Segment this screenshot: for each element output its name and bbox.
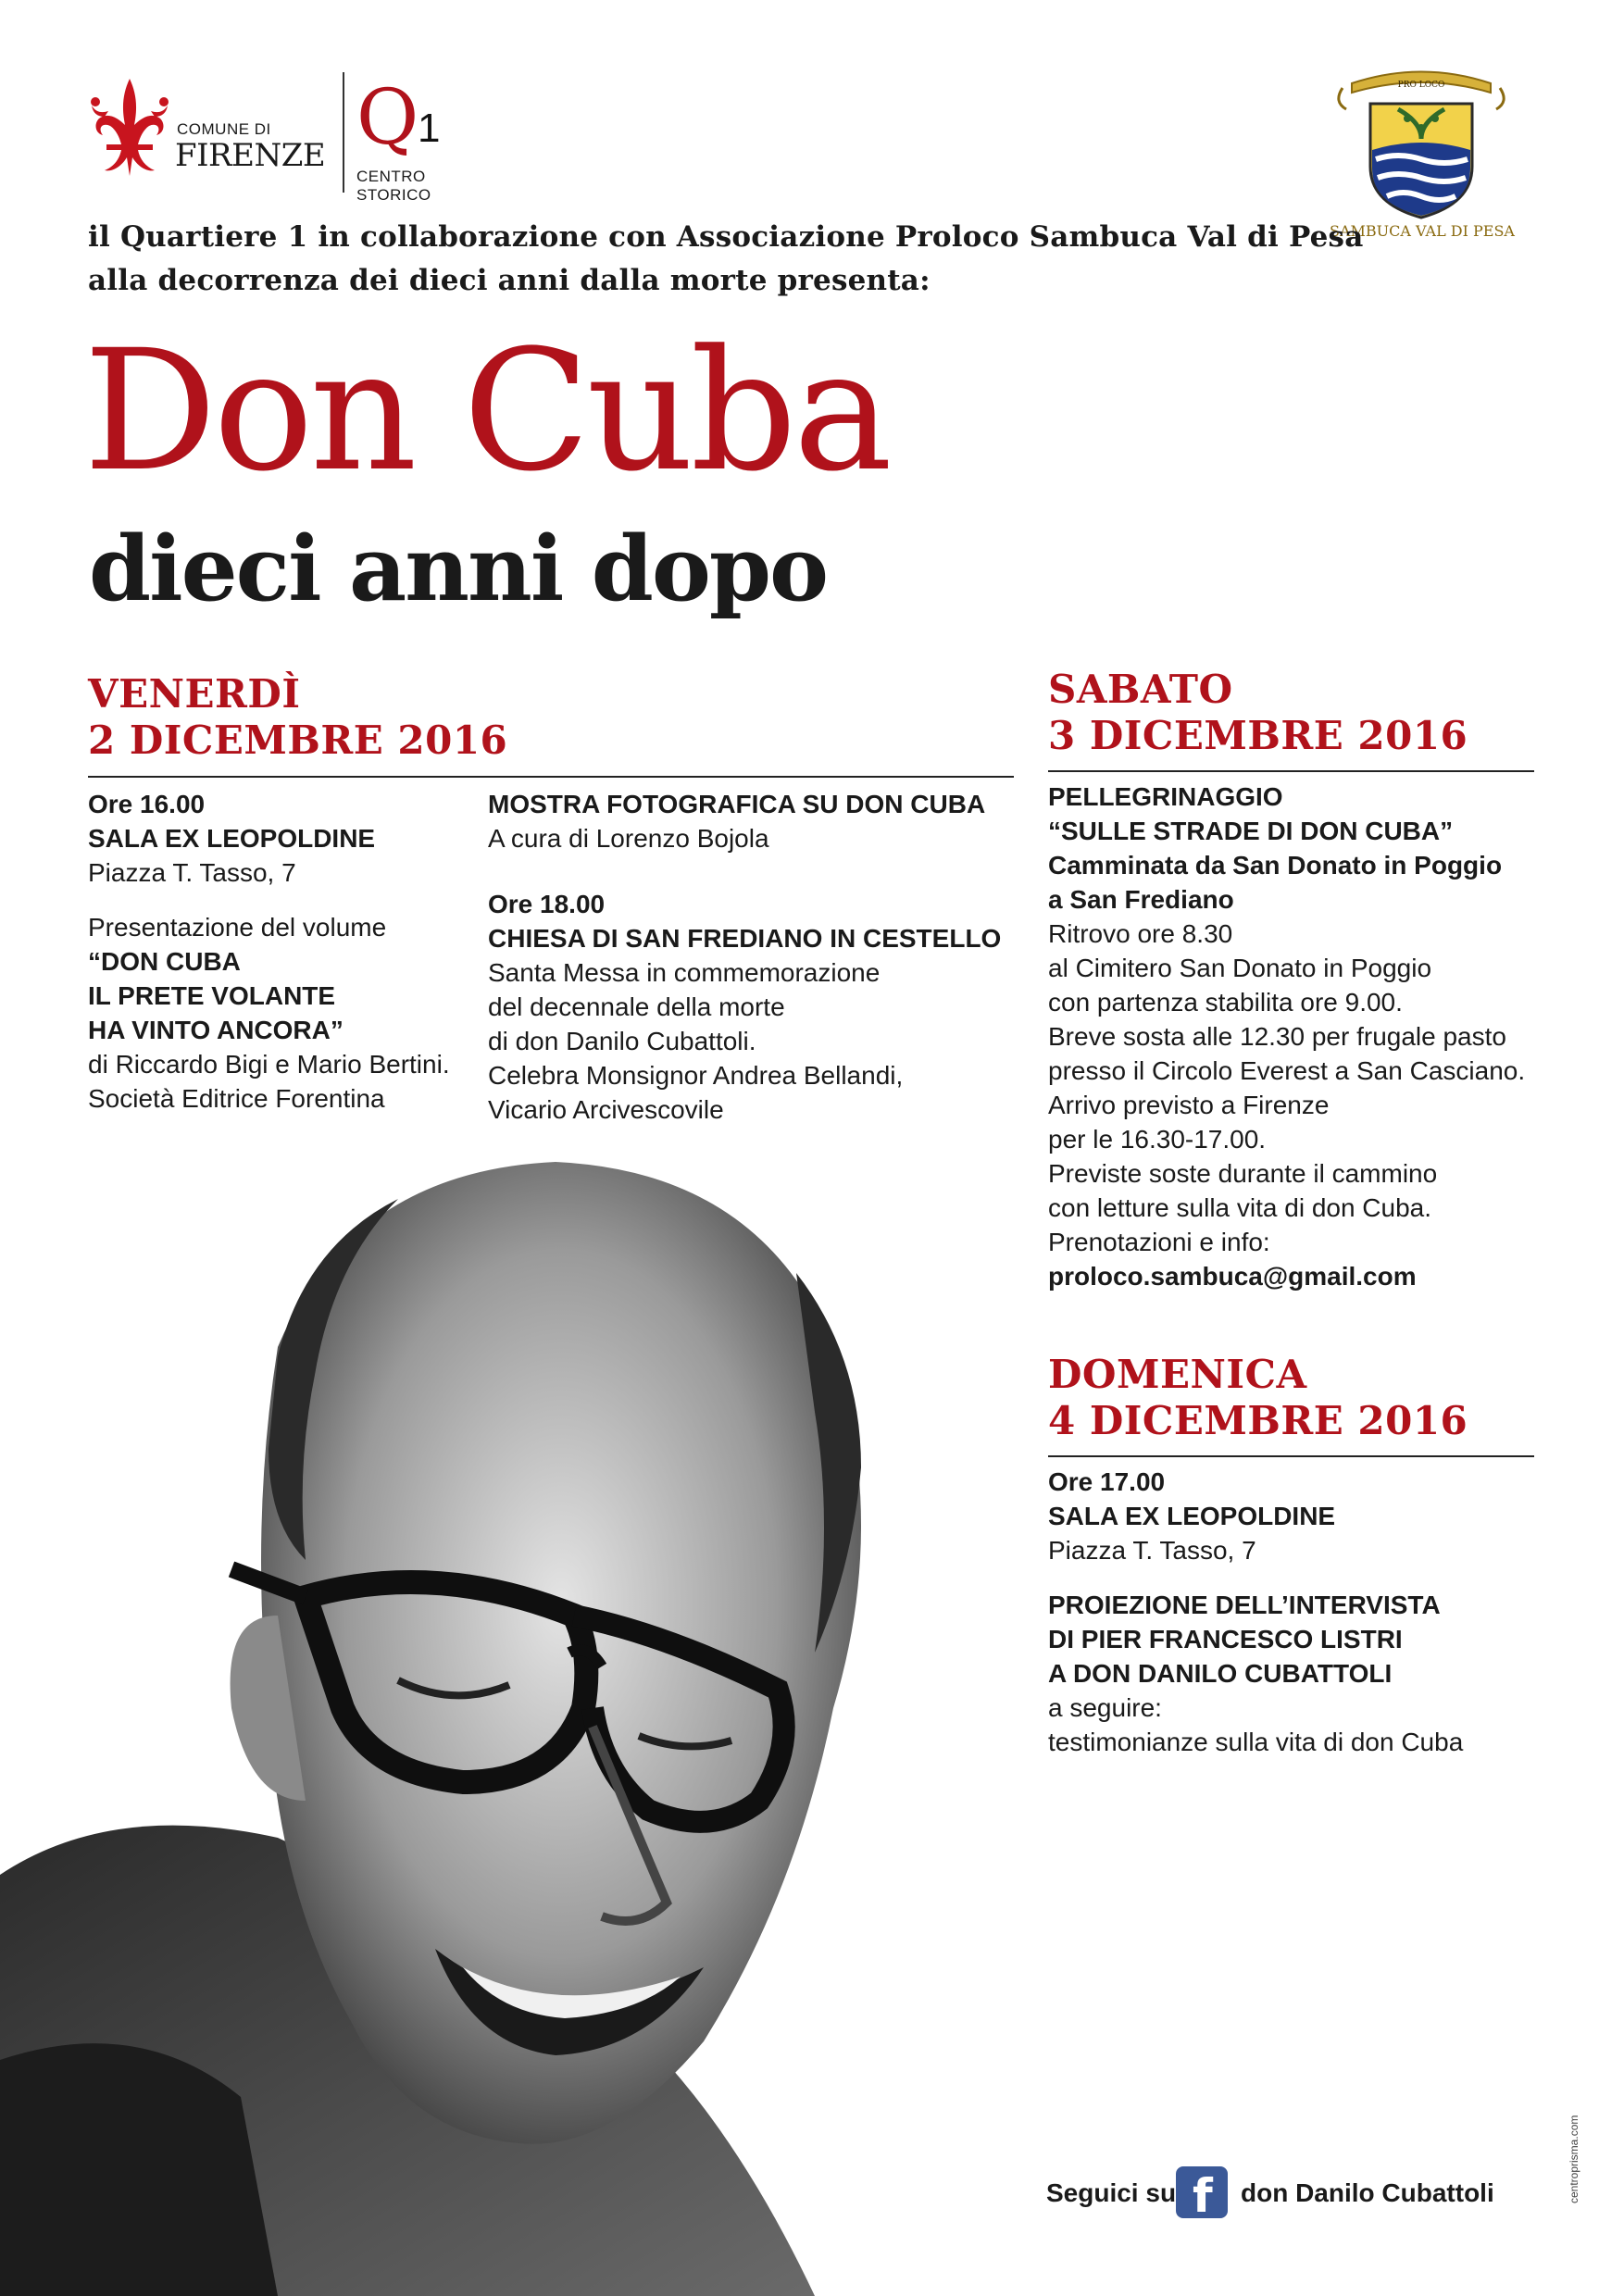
sunday-divider bbox=[1048, 1455, 1534, 1457]
quartiere-1-logo bbox=[356, 74, 505, 204]
detail-line: presso il Circolo Everest a San Casciano. bbox=[1048, 1056, 1526, 1085]
contact-email[interactable]: proloco.sambuca@gmail.com bbox=[1048, 1262, 1417, 1291]
event-description: di don Danilo Cubattoli. bbox=[488, 1027, 756, 1055]
saturday-event bbox=[1048, 780, 1525, 1293]
friday-divider bbox=[88, 776, 1014, 778]
event-description: Santa Messa in commemorazione bbox=[488, 958, 881, 987]
exhibit-curator: A cura di Lorenzo Bojola bbox=[488, 824, 769, 853]
book-title-line-1: “DON CUBA bbox=[88, 947, 241, 976]
sunday-day: DOMENICA bbox=[1048, 1352, 1307, 1397]
q1-subtitle: CENTRO STORICO bbox=[356, 168, 431, 204]
detail-line: per le 16.30-17.00. bbox=[1048, 1125, 1267, 1154]
event-title-line-1: PROIEZIONE DELL’INTERVISTA bbox=[1048, 1591, 1441, 1619]
logo-divider bbox=[343, 72, 344, 193]
follow-label: Seguici su bbox=[1046, 2178, 1177, 2207]
sunday-date: 4 DICEMBRE 2016 bbox=[1048, 1398, 1468, 1443]
route-line-2: a San Frediano bbox=[1048, 885, 1234, 914]
event-description: del decennale della morte bbox=[488, 992, 785, 1021]
crest-banner-text: PRO LOCO bbox=[1397, 81, 1445, 90]
q1-number: 1 bbox=[418, 106, 441, 151]
giglio-icon bbox=[88, 74, 171, 185]
event-title-line-2: DI PIER FRANCESCO LISTRI bbox=[1048, 1625, 1403, 1653]
page-subtitle: dieci anni dopo bbox=[89, 517, 828, 621]
event-time: Ore 18.00 bbox=[488, 890, 606, 918]
event-title-line-2: “SULLE STRADE DI DON CUBA” bbox=[1048, 817, 1454, 845]
book-intro: Presentazione del volume bbox=[88, 913, 387, 942]
q1-letter: Q bbox=[356, 74, 419, 162]
event-place: CHIESA DI SAN FREDIANO IN CESTELLO bbox=[488, 924, 1002, 953]
event-time: Ore 17.00 bbox=[1048, 1467, 1166, 1496]
detail-line: Ritrovo ore 8.30 bbox=[1048, 919, 1233, 948]
detail-line: Breve sosta alle 12.30 per frugale pasto bbox=[1048, 1022, 1506, 1051]
event-title-line-1: PELLEGRINAGGIO bbox=[1048, 782, 1283, 811]
detail-line: Previste soste durante il cammino bbox=[1048, 1159, 1438, 1188]
follow-line-2: testimonianze sulla vita di don Cuba bbox=[1048, 1728, 1464, 1756]
detail-line: Prenotazioni e info: bbox=[1048, 1228, 1270, 1256]
printer-credit: centroprisma.com bbox=[1568, 2115, 1580, 2203]
sunday-event bbox=[1048, 1465, 1463, 1759]
facebook-icon[interactable]: f bbox=[1176, 2166, 1228, 2218]
saturday-day: SABATO bbox=[1048, 667, 1233, 712]
book-title-line-3: HA VINTO ANCORA” bbox=[88, 1016, 344, 1044]
event-place: SALA EX LEOPOLDINE bbox=[88, 824, 376, 853]
page-title: Don Cuba bbox=[83, 315, 890, 508]
event-address: Piazza T. Tasso, 7 bbox=[88, 858, 296, 887]
route-line-1: Camminata da San Donato in Poggio bbox=[1048, 851, 1503, 880]
comune-firenze-logo bbox=[88, 74, 329, 185]
detail-line: al Cimitero San Donato in Poggio bbox=[1048, 954, 1432, 982]
event-description: Celebra Monsignor Andrea Bellandi, bbox=[488, 1061, 904, 1090]
friday-day: VENERDÌ bbox=[88, 671, 301, 717]
book-authors: di Riccardo Bigi e Mario Bertini. bbox=[88, 1050, 450, 1079]
proloco-name: SAMBUCA VAL DI PESA bbox=[1330, 222, 1515, 240]
event-place: SALA EX LEOPOLDINE bbox=[1048, 1502, 1336, 1530]
detail-line: con letture sulla vita di don Cuba. bbox=[1048, 1193, 1432, 1222]
intro-line-1: il Quartiere 1 in collaborazione con Associazione Proloco Sambuca Val di Pesa bbox=[88, 220, 1364, 254]
event-description: Vicario Arcivescovile bbox=[488, 1095, 724, 1124]
don-cuba-portrait bbox=[0, 1134, 1056, 2296]
book-publisher: Società Editrice Forentina bbox=[88, 1084, 385, 1113]
firenze-label: FIRENZE bbox=[175, 137, 326, 174]
follow-line-1: a seguire: bbox=[1048, 1693, 1162, 1722]
detail-line: Arrivo previsto a Firenze bbox=[1048, 1091, 1330, 1119]
book-title-line-2: IL PRETE VOLANTE bbox=[88, 981, 336, 1010]
friday-event-2 bbox=[488, 887, 1001, 1127]
event-title-line-3: A DON DANILO CUBATTOLI bbox=[1048, 1659, 1393, 1688]
event-time: Ore 16.00 bbox=[88, 790, 206, 818]
facebook-page-link[interactable]: don Danilo Cubattoli bbox=[1241, 2178, 1494, 2207]
saturday-divider bbox=[1048, 770, 1534, 772]
friday-event-1 bbox=[88, 787, 450, 1116]
detail-line: con partenza stabilita ore 9.00. bbox=[1048, 988, 1403, 1017]
exhibit-title: MOSTRA FOTOGRAFICA SU DON CUBA bbox=[488, 790, 986, 818]
crest-icon bbox=[1333, 65, 1509, 222]
saturday-date: 3 DICEMBRE 2016 bbox=[1048, 713, 1468, 758]
comune-label: COMUNE DI bbox=[177, 120, 271, 138]
event-address: Piazza T. Tasso, 7 bbox=[1048, 1536, 1256, 1565]
intro-line-2: alla decorrenza dei dieci anni dalla morte presenta: bbox=[88, 264, 931, 297]
friday-date: 2 DICEMBRE 2016 bbox=[88, 718, 508, 763]
friday-exhibit bbox=[488, 787, 985, 855]
